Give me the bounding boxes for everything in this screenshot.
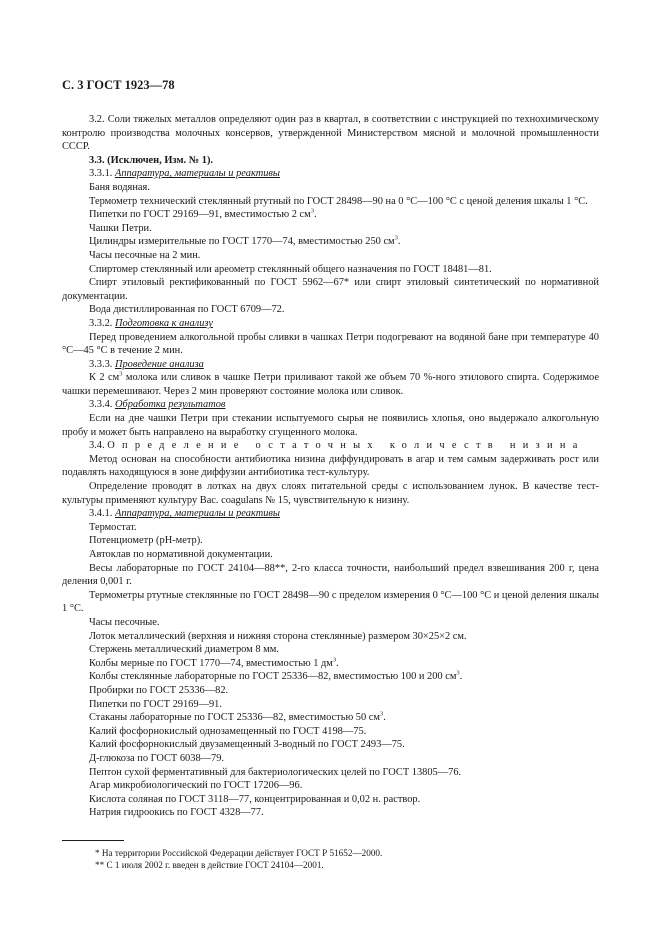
section-3-3-1-heading: 3.3.1. Аппаратура, материалы и реактивы	[89, 168, 280, 180]
list-item: Калий фосфорнокислый двузамещенный 3-водный по ГОСТ 2493—75.	[89, 739, 405, 751]
list-item: Натрия гидроокись по ГОСТ 4328—77.	[89, 807, 264, 819]
paragraph-3-2: 3.2. Соли тяжелых металлов определяют один раз в квартал, в соответствии с инструкцией по технохимическому контролю производства молочных консервов, утвержденной Министерством мясной и молочной промышленности СССР.	[62, 114, 599, 153]
section-title: Аппаратура, материалы и реактивы	[114, 508, 280, 520]
list-item: Часы песочные на 2 мин.	[89, 249, 201, 261]
list-item: Баня водяная.	[89, 181, 150, 193]
section-title: Подготовка к анализу	[114, 317, 213, 329]
section-3-3-2-heading: 3.3.2. Подготовка к анализу	[89, 317, 213, 329]
list-item: Термометры ртутные стеклянные по ГОСТ 28498—90 с пределом измерения 0 °С—100 °С и ценой деления шкалы 1 °С.	[62, 589, 599, 615]
page-header: С. 3 ГОСТ 1923—78	[62, 78, 175, 92]
list-item: Пипетки по ГОСТ 29169—91.	[89, 698, 222, 710]
list-item: Кислота соляная по ГОСТ 3118—77, концентрированная и 0,02 н. раствор.	[89, 793, 421, 805]
list-item: Термометр технический стеклянный ртутный по ГОСТ 28498—90 на 0 °С—100 °С с ценой деления шкалы 1 °С.	[89, 195, 588, 207]
footnote: ** С 1 июля 2002 г. введен в действие ГОСТ 24104—2001.	[95, 860, 324, 871]
list-item: Потенциометр (рН-метр).	[89, 535, 203, 547]
list-item: Спирт этиловый ректификованный по ГОСТ 5962—67* или спирт этиловый синтетический по нормативной документации.	[62, 277, 599, 302]
list-item: Пептон сухой ферментативный для бактериологических целей по ГОСТ 13805—76.	[89, 766, 462, 778]
section-title: Проведение анализа	[114, 358, 204, 370]
list-item: Чашки Петри.	[89, 222, 152, 234]
footnote: * На территории Российской Федерации действует ГОСТ Р 51652—2000.	[95, 847, 383, 858]
list-item: Д-глюкоза по ГОСТ 6038—79.	[89, 752, 225, 764]
section-title: Аппаратура, материалы и реактивы	[114, 168, 280, 180]
list-item: Стаканы лабораторные по ГОСТ 25336—82, вместимостью 50 $см^3$.	[89, 710, 386, 724]
section-3-4-1-heading: 3.4.1. Аппаратура, материалы и реактивы	[89, 508, 280, 520]
list-item: Пробирки по ГОСТ 25336—82.	[89, 684, 229, 696]
section-3-3-3-heading: 3.3.3. Проведение анализа	[89, 358, 204, 370]
section-title: Определение остаточных количеств низина	[107, 440, 585, 452]
list-item: Термостат.	[89, 521, 137, 533]
list-item: Автоклав по нормативной документации.	[89, 549, 273, 560]
list-item: Калий фосфорнокислый однозамещенный по ГОСТ 4198—75.	[89, 725, 367, 737]
paragraph: К 2 $см^3$ молока или сливок в чашке Петри приливают такой же объем 70 %-ного этилового спирта. Содержимое чашки перемешивают. Через 2 мин проверяют состояние молока или сливок.	[62, 370, 599, 397]
document-body	[62, 113, 599, 820]
section-title: Обработка результатов	[114, 399, 226, 411]
paragraph: Определение проводят в лотках на двух слоях питательной среды с использованием лунок. В качестве тест-культуры применяют культуру Bac. coagulans № 15, чувствительную к низину.	[62, 481, 599, 506]
list-item: Стержень металлический диаметром 8 мм.	[89, 644, 279, 656]
list-item: Спиртомер стеклянный или ареометр стеклянный общего назначения по ГОСТ 18481—81.	[89, 263, 492, 275]
paragraph: Если на дне чашки Петри при стекании испытуемого сырья не появились хлопья, оно выдержало алкогольную пробу и может быть направлено на выработку сгущенного молока.	[62, 413, 599, 438]
list-item: Лоток металлический (верхняя и нижняя сторона стеклянные) размером 30×25×2 см.	[89, 630, 467, 642]
footnote-divider	[62, 840, 124, 841]
list-item: Цилиндры измерительные по ГОСТ 1770—74, вместимостью 250 $см^3$.	[89, 234, 401, 248]
paragraph: Перед проведением алкогольной пробы сливки в чашках Петри подогревают на водяной бане при температуре 40 °С—45 °С в течение 2 мин.	[62, 331, 599, 357]
paragraph-3-3-excluded: 3.3. (Исключен, Изм. № 1).	[89, 154, 214, 166]
list-item: Вода дистиллированная по ГОСТ 6709—72.	[89, 304, 285, 316]
paragraph: Метод основан на способности антибиотика низина диффундировать в агар и тем самым задерживать рост или подавлять находящуюся в зоне диффузии антибиотика тест-культуру.	[62, 453, 599, 479]
list-item: Весы лабораторные по ГОСТ 24104—88**, 2-го класса точности, наибольший предел взвешивания 200 г, цена деления 0,001 г.	[62, 562, 599, 588]
list-item: Колбы мерные по ГОСТ 1770—74, вместимостью 1 $дм^3$.	[89, 656, 339, 669]
section-3-4-heading: 3.4. Определение остаточных количеств низина	[89, 440, 585, 452]
list-item: Колбы стеклянные лабораторные по ГОСТ 25336—82, вместимостью 100 и 200 $см^3$.	[89, 669, 463, 683]
list-item: Часы песочные.	[89, 616, 160, 628]
list-item: Агар микробиологический по ГОСТ 17206—96.	[89, 780, 303, 792]
list-item: Пипетки по ГОСТ 29169—91, вместимостью 2 $см^3$.	[89, 207, 317, 221]
section-3-3-4-heading: 3.3.4. Обработка результатов	[89, 399, 226, 411]
